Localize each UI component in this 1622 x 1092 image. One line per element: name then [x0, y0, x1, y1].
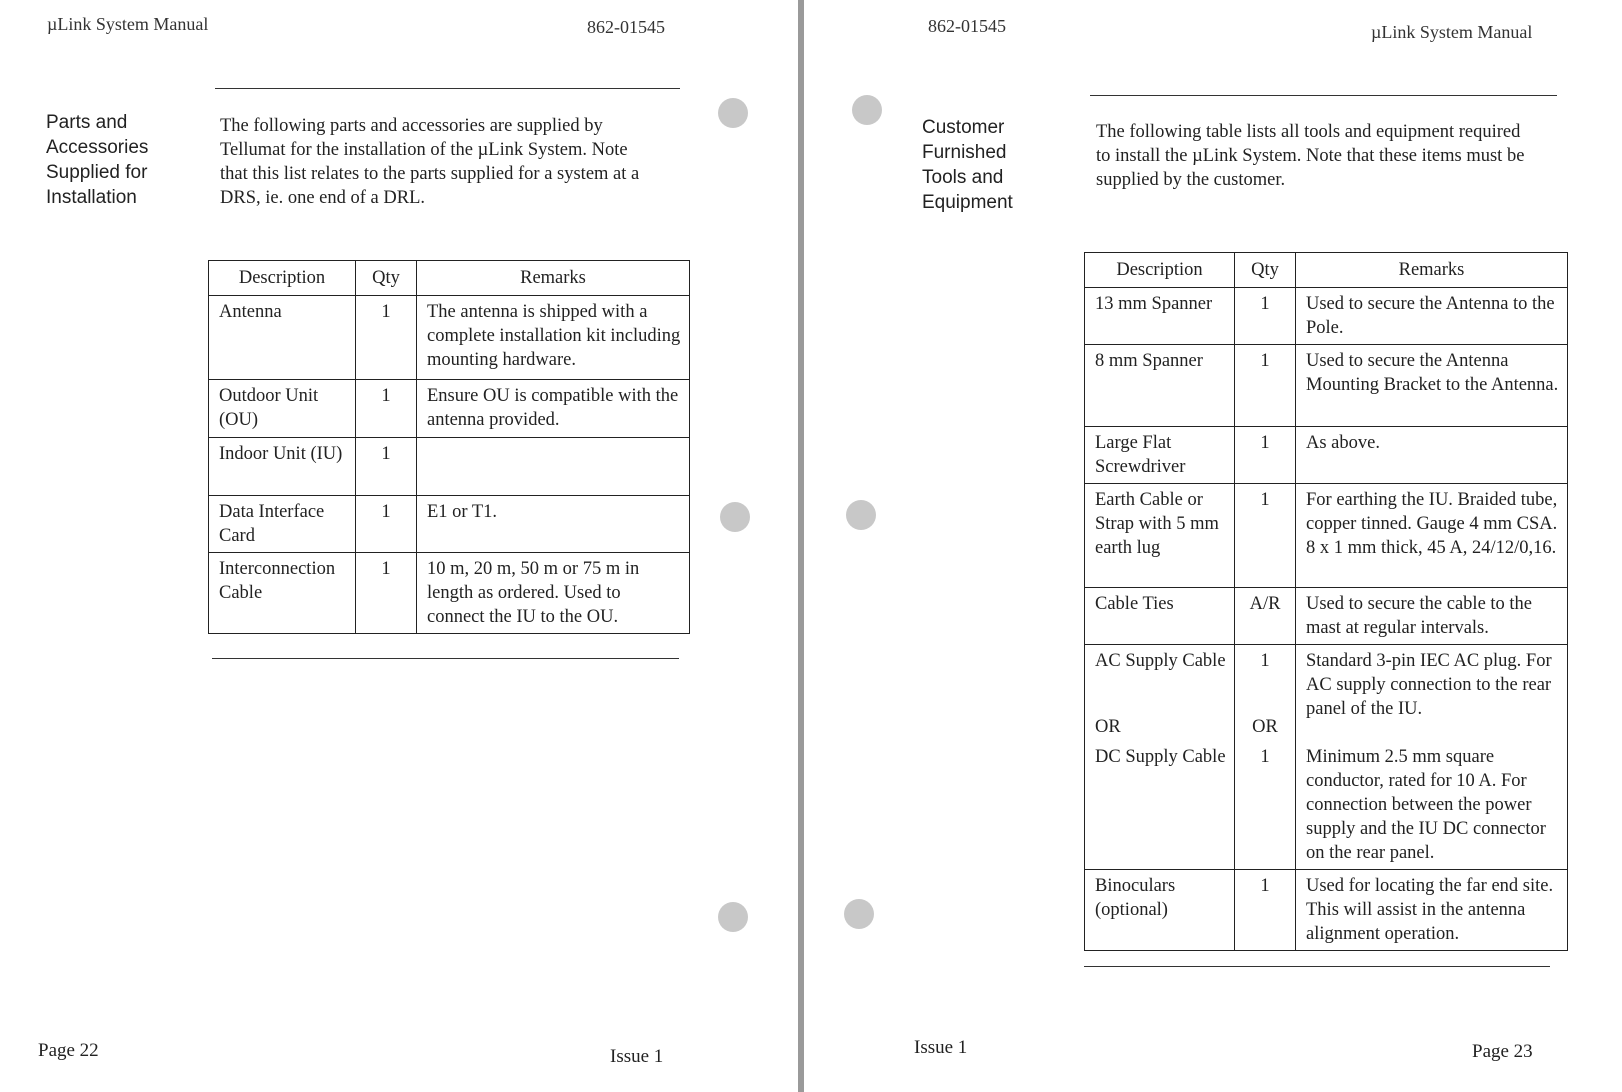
cell-qty: 1	[356, 296, 417, 380]
cell-remarks: 10 m, 20 m, 50 m or 75 m in length as ordered. Used to connect the IU to the OU.	[417, 553, 690, 634]
header-title: µLink System Manual	[1371, 22, 1533, 42]
punch-hole	[718, 902, 748, 932]
right-page	[804, 0, 1622, 1092]
bottom-rule	[212, 658, 679, 659]
cell-description: Cable Ties	[1085, 588, 1235, 645]
cell-qty	[1235, 645, 1296, 870]
table-row	[1085, 870, 1568, 951]
cell-remarks: Ensure OU is compatible with the antenna provided.	[417, 380, 690, 438]
cell-qty: 1	[356, 553, 417, 634]
cell-description: 13 mm Spanner	[1085, 288, 1235, 345]
cell-remarks: The antenna is shipped with a complete installation kit including mounting hardware.	[417, 296, 690, 380]
header-title: µLink System Manual	[47, 14, 209, 34]
top-rule	[1090, 95, 1557, 96]
table-header-row	[1085, 253, 1568, 288]
table-row	[209, 496, 690, 553]
cell-description: 8 mm Spanner	[1085, 345, 1235, 427]
cell-remarks: Used to secure the Antenna to the Pole.	[1296, 288, 1568, 345]
cell-remarks: Used to secure the cable to the mast at regular intervals.	[1296, 588, 1568, 645]
punch-hole	[846, 500, 876, 530]
table-row-power-supply	[1085, 645, 1568, 870]
cell-description: Binoculars (optional)	[1085, 870, 1235, 951]
punch-hole	[844, 899, 874, 929]
cell-description: Antenna	[209, 296, 356, 380]
table-row	[1085, 588, 1568, 645]
dc-supply-remarks: Minimum 2.5 mm square conductor, rated for 10 A. For connection between the power supply and the IU DC connector on the rear panel.	[1306, 747, 1546, 863]
header-doc-number: 862-01545	[587, 17, 665, 37]
tools-table	[1084, 252, 1568, 951]
cell-qty: 1	[1235, 288, 1296, 345]
cell-remarks: Used to secure the Antenna Mounting Bracket to the Antenna.	[1296, 345, 1568, 427]
column-header-qty: Qty	[356, 261, 417, 296]
punch-hole	[720, 502, 750, 532]
punch-hole	[718, 98, 748, 128]
cell-qty: 1	[1235, 484, 1296, 588]
cell-remarks: E1 or T1.	[417, 496, 690, 553]
table-row	[209, 438, 690, 496]
cell-remarks: Used for locating the far end site. This will assist in the antenna alignment operation.	[1296, 870, 1568, 951]
table-row	[1085, 484, 1568, 588]
table-header-row	[209, 261, 690, 296]
left-page	[0, 0, 798, 1092]
or-qty: OR	[1252, 717, 1278, 737]
header-doc-number: 862-01545	[928, 16, 1006, 36]
cell-description: Data Interface Card	[209, 496, 356, 553]
cell-remarks: For earthing the IU. Braided tube, copper tinned. Gauge 4 mm CSA. 8 x 1 mm thick, 45 A, 24/12/0,16.	[1296, 484, 1568, 588]
section-heading: Parts and Accessories Supplied for Installation	[46, 112, 149, 208]
cell-qty: 1	[1235, 345, 1296, 427]
table-row	[1085, 345, 1568, 427]
intro-paragraph: The following parts and accessories are supplied by Tellumat for the installation of the µLink System. Note that this list relates to the parts supplied for a system at a DRS, ie. one end of a DRL.	[220, 116, 640, 208]
table-row	[209, 553, 690, 634]
intro-paragraph: The following table lists all tools and equipment required to install the µLink System. Note that these items must be supplied by the customer.	[1096, 122, 1525, 190]
cell-remarks: As above.	[1296, 427, 1568, 484]
cell-qty: 1	[1235, 427, 1296, 484]
footer-page-number: Page 23	[1472, 1041, 1533, 1062]
cell-description: Large Flat Screwdriver	[1085, 427, 1235, 484]
punch-hole	[852, 95, 882, 125]
ac-supply-remarks: Standard 3-pin IEC AC plug. For AC supply connection to the rear panel of the IU.	[1306, 651, 1552, 719]
cell-description: Interconnection Cable	[209, 553, 356, 634]
or-description: OR	[1095, 717, 1121, 737]
section-heading: Customer Furnished Tools and Equipment	[922, 117, 1013, 213]
cell-remarks	[417, 438, 690, 496]
cell-qty: 1	[356, 380, 417, 438]
cell-description: Outdoor Unit (OU)	[209, 380, 356, 438]
parts-table	[208, 260, 690, 634]
column-header-remarks: Remarks	[1296, 253, 1568, 288]
cell-qty: 1	[1235, 870, 1296, 951]
dc-supply-qty: 1	[1260, 747, 1270, 767]
table-row	[1085, 288, 1568, 345]
footer-issue: Issue 1	[610, 1046, 664, 1067]
table-row	[209, 380, 690, 438]
footer-issue: Issue 1	[914, 1037, 968, 1058]
ac-supply-description: AC Supply Cable	[1095, 651, 1226, 671]
dc-supply-description: DC Supply Cable	[1095, 747, 1226, 767]
cell-qty: A/R	[1235, 588, 1296, 645]
column-header-remarks: Remarks	[417, 261, 690, 296]
column-header-qty: Qty	[1235, 253, 1296, 288]
ac-supply-qty: 1	[1260, 651, 1270, 671]
cell-remarks	[1296, 645, 1568, 870]
cell-qty: 1	[356, 438, 417, 496]
cell-description: Indoor Unit (IU)	[209, 438, 356, 496]
table-row	[1085, 427, 1568, 484]
cell-qty: 1	[356, 496, 417, 553]
footer-page-number: Page 22	[38, 1040, 99, 1061]
column-header-description: Description	[1085, 253, 1235, 288]
top-rule	[215, 88, 680, 89]
bottom-rule	[1084, 966, 1550, 967]
cell-description: Earth Cable or Strap with 5 mm earth lug	[1085, 484, 1235, 588]
table-row	[209, 296, 690, 380]
cell-description	[1085, 645, 1235, 870]
column-header-description: Description	[209, 261, 356, 296]
